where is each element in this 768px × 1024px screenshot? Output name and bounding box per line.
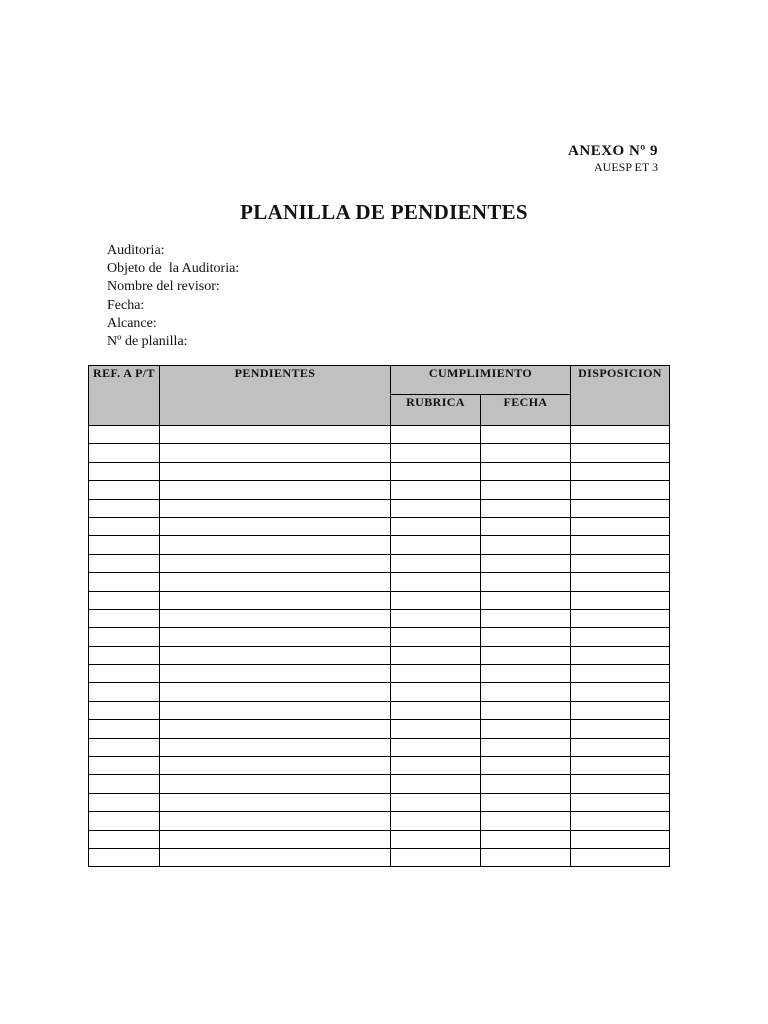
table-cell[interactable] xyxy=(571,775,670,793)
table-cell[interactable] xyxy=(89,536,160,554)
table-cell[interactable] xyxy=(481,775,571,793)
table-cell[interactable] xyxy=(160,573,391,591)
table-cell[interactable] xyxy=(571,536,670,554)
table-cell[interactable] xyxy=(160,830,391,848)
annex-title: ANEXO Nº 9 xyxy=(568,143,658,159)
table-row xyxy=(89,536,670,554)
table-cell[interactable] xyxy=(571,830,670,848)
table-cell[interactable] xyxy=(160,462,391,480)
table-cell[interactable] xyxy=(391,462,481,480)
table-cell[interactable] xyxy=(481,517,571,535)
table-cell[interactable] xyxy=(481,628,571,646)
table-cell[interactable] xyxy=(391,444,481,462)
table-cell[interactable] xyxy=(89,628,160,646)
table-cell[interactable] xyxy=(481,683,571,701)
table-row xyxy=(89,738,670,756)
table-cell[interactable] xyxy=(89,462,160,480)
table-cell[interactable] xyxy=(160,683,391,701)
table-cell[interactable] xyxy=(391,793,481,811)
page-title: PLANILLA DE PENDIENTES xyxy=(240,200,528,224)
table-row xyxy=(89,665,670,683)
annex-block xyxy=(568,142,658,174)
table-cell[interactable] xyxy=(160,481,391,499)
table-cell[interactable] xyxy=(571,646,670,664)
table-cell[interactable] xyxy=(481,701,571,719)
table-cell[interactable] xyxy=(481,665,571,683)
table-row xyxy=(89,609,670,627)
table-cell[interactable] xyxy=(391,499,481,517)
table-cell[interactable] xyxy=(481,444,571,462)
table-cell[interactable] xyxy=(160,701,391,719)
table-cell[interactable] xyxy=(571,462,670,480)
table-cell[interactable] xyxy=(89,830,160,848)
table-cell[interactable] xyxy=(481,848,571,866)
table-row xyxy=(89,830,670,848)
table-row xyxy=(89,499,670,517)
table-cell[interactable] xyxy=(160,738,391,756)
table-cell[interactable] xyxy=(89,591,160,609)
table-cell[interactable] xyxy=(89,554,160,572)
header-disposicion: DISPOSICION xyxy=(571,366,670,426)
header-rubrica: RUBRICA xyxy=(391,395,481,426)
field-objeto: Objeto de la Auditoria: xyxy=(107,261,240,277)
annex-code: AUESP ET 3 xyxy=(593,160,658,174)
table-cell[interactable] xyxy=(391,812,481,830)
table-cell[interactable] xyxy=(481,481,571,499)
field-fecha: Fecha: xyxy=(107,297,145,313)
table-cell[interactable] xyxy=(160,426,391,444)
table-cell[interactable] xyxy=(89,848,160,866)
field-planilla: Nº de planilla: xyxy=(107,334,188,350)
table-cell[interactable] xyxy=(391,683,481,701)
table-cell[interactable] xyxy=(89,775,160,793)
table-cell[interactable] xyxy=(481,536,571,554)
table-cell[interactable] xyxy=(481,609,571,627)
table-cell[interactable] xyxy=(571,720,670,738)
table-cell[interactable] xyxy=(89,499,160,517)
table-cell[interactable] xyxy=(391,757,481,775)
table-cell[interactable] xyxy=(391,536,481,554)
table-row xyxy=(89,757,670,775)
table-cell[interactable] xyxy=(89,812,160,830)
table-cell[interactable] xyxy=(160,609,391,627)
table-cell[interactable] xyxy=(481,573,571,591)
table-cell[interactable] xyxy=(481,757,571,775)
header-ref: REF. A P/T xyxy=(89,366,160,426)
table-cell[interactable] xyxy=(160,499,391,517)
table-cell[interactable] xyxy=(160,646,391,664)
table-cell[interactable] xyxy=(391,573,481,591)
table-row xyxy=(89,812,670,830)
table-cell[interactable] xyxy=(160,517,391,535)
table-cell[interactable] xyxy=(89,683,160,701)
table-cell[interactable] xyxy=(571,426,670,444)
table-cell[interactable] xyxy=(571,499,670,517)
table-cell[interactable] xyxy=(391,830,481,848)
table-row xyxy=(89,573,670,591)
table-cell[interactable] xyxy=(89,701,160,719)
table-cell[interactable] xyxy=(571,517,670,535)
table-cell[interactable] xyxy=(391,481,481,499)
table-row xyxy=(89,426,670,444)
table-cell[interactable] xyxy=(160,812,391,830)
table-cell[interactable] xyxy=(89,738,160,756)
table-cell[interactable] xyxy=(160,536,391,554)
table-cell[interactable] xyxy=(89,517,160,535)
table-row xyxy=(89,628,670,646)
table-cell[interactable] xyxy=(160,720,391,738)
table-cell[interactable] xyxy=(160,775,391,793)
table-cell[interactable] xyxy=(89,444,160,462)
table-row xyxy=(89,462,670,480)
table-cell[interactable] xyxy=(391,720,481,738)
table-cell[interactable] xyxy=(391,591,481,609)
table-row xyxy=(89,683,670,701)
table-row xyxy=(89,793,670,811)
pendientes-table xyxy=(88,365,670,867)
table-cell[interactable] xyxy=(571,481,670,499)
header-pendientes: PENDIENTES xyxy=(160,366,391,426)
table-cell[interactable] xyxy=(571,665,670,683)
table-cell[interactable] xyxy=(481,646,571,664)
table-cell[interactable] xyxy=(571,812,670,830)
table-cell[interactable] xyxy=(571,591,670,609)
table-cell[interactable] xyxy=(571,793,670,811)
table-cell[interactable] xyxy=(89,646,160,664)
table-cell[interactable] xyxy=(571,683,670,701)
table-row xyxy=(89,720,670,738)
table-cell[interactable] xyxy=(89,757,160,775)
table-cell[interactable] xyxy=(89,481,160,499)
table-cell[interactable] xyxy=(160,757,391,775)
table-cell[interactable] xyxy=(571,848,670,866)
header-cumplimiento: CUMPLIMIENTO xyxy=(391,366,571,395)
table-row xyxy=(89,591,670,609)
header-fields xyxy=(107,242,239,351)
table-cell[interactable] xyxy=(160,554,391,572)
table-cell[interactable] xyxy=(571,628,670,646)
table-cell[interactable] xyxy=(160,848,391,866)
table-cell[interactable] xyxy=(89,609,160,627)
table-cell[interactable] xyxy=(391,426,481,444)
header-fecha: FECHA xyxy=(481,395,571,426)
table-cell[interactable] xyxy=(481,499,571,517)
table-cell[interactable] xyxy=(391,609,481,627)
table-cell[interactable] xyxy=(481,426,571,444)
table-cell[interactable] xyxy=(391,628,481,646)
table-row xyxy=(89,554,670,572)
field-auditoria: Auditoria: xyxy=(107,243,165,258)
table-cell[interactable] xyxy=(160,793,391,811)
table-cell[interactable] xyxy=(481,812,571,830)
table-cell[interactable] xyxy=(571,738,670,756)
table-row xyxy=(89,444,670,462)
table-cell[interactable] xyxy=(89,720,160,738)
table-cell[interactable] xyxy=(481,462,571,480)
table-cell[interactable] xyxy=(571,444,670,462)
table-body xyxy=(89,426,670,867)
table-cell[interactable] xyxy=(160,628,391,646)
table-cell[interactable] xyxy=(160,665,391,683)
table-cell[interactable] xyxy=(481,738,571,756)
table-cell[interactable] xyxy=(391,775,481,793)
table-cell[interactable] xyxy=(571,609,670,627)
table-cell[interactable] xyxy=(571,573,670,591)
table-cell[interactable] xyxy=(391,646,481,664)
table-cell[interactable] xyxy=(391,738,481,756)
table-row xyxy=(89,646,670,664)
table-cell[interactable] xyxy=(89,573,160,591)
table-cell[interactable] xyxy=(481,591,571,609)
table-cell[interactable] xyxy=(571,701,670,719)
table-header xyxy=(89,366,670,426)
table-cell[interactable] xyxy=(160,591,391,609)
table-cell[interactable] xyxy=(160,444,391,462)
table-cell[interactable] xyxy=(89,793,160,811)
table-cell[interactable] xyxy=(391,848,481,866)
table-cell[interactable] xyxy=(481,830,571,848)
table-row xyxy=(89,775,670,793)
table-cell[interactable] xyxy=(391,517,481,535)
field-alcance: Alcance: xyxy=(107,315,157,331)
table-cell[interactable] xyxy=(571,554,670,572)
table-cell[interactable] xyxy=(481,554,571,572)
table-row xyxy=(89,517,670,535)
table-row xyxy=(89,481,670,499)
table-row xyxy=(89,701,670,719)
table-cell[interactable] xyxy=(89,426,160,444)
table-cell[interactable] xyxy=(481,793,571,811)
table-cell[interactable] xyxy=(481,720,571,738)
table-cell[interactable] xyxy=(89,665,160,683)
table-cell[interactable] xyxy=(391,554,481,572)
table-row xyxy=(89,848,670,866)
table-cell[interactable] xyxy=(571,757,670,775)
table-cell[interactable] xyxy=(391,665,481,683)
field-revisor: Nombre del revisor: xyxy=(107,279,220,295)
table-cell[interactable] xyxy=(391,701,481,719)
